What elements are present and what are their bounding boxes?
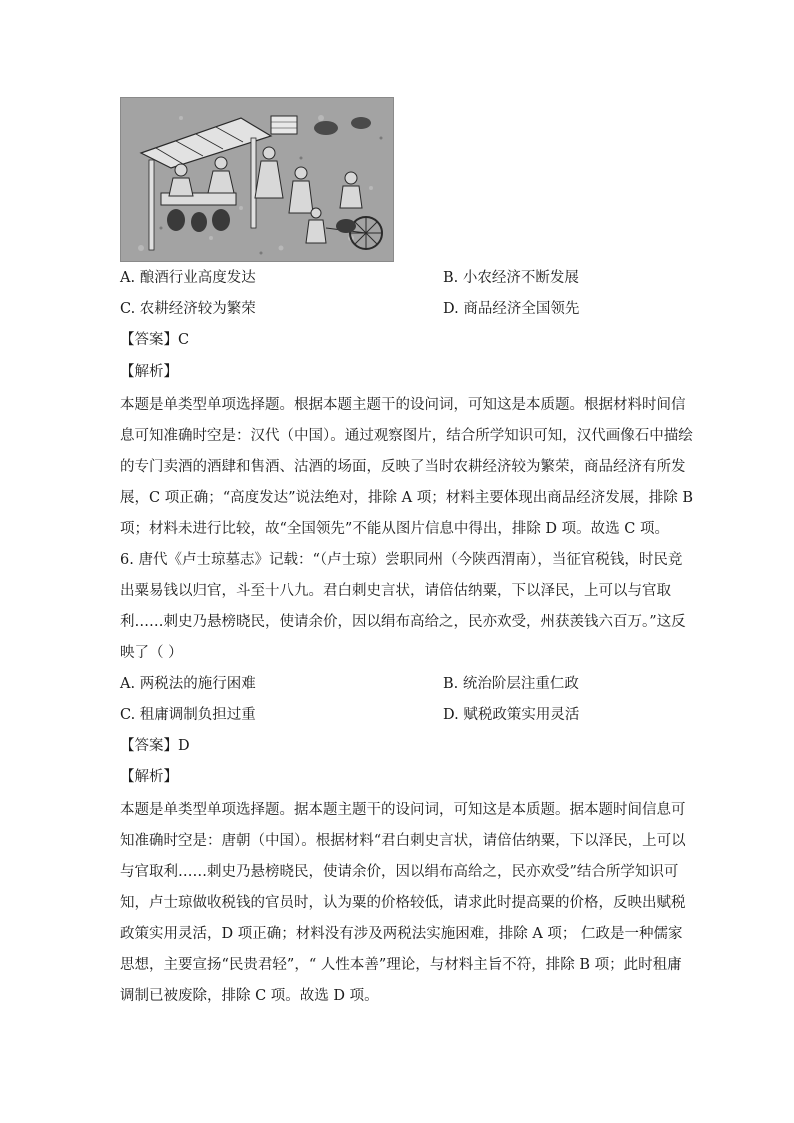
q6-analysis-line: 知准确时空是：唐朝（中国）。根据材料“君白刺史言状，请倍估纳粟，下以泽民，上可以 [120,833,686,849]
q5-analysis-line: 展，C 项正确；“高度发达”说法绝对，排除 A 项；材料主要体现出商品经济发展，排除 B [120,490,693,506]
q6-analysis-line: 本题是单类型单项选择题。据本题主题干的设问词，可知这是本质题。据本题时间信息可 [120,802,686,818]
q6-stem-line: 利……刺史乃悬榜晓民，使请余价，因以绢布高给之，民亦欢受，州获羡钱六百万。”这反 [120,614,686,630]
q5-option-b: B. 小农经济不断发展 [443,270,579,286]
q6-analysis-line: 与官取利……刺史乃悬榜晓民，使请余价，因以绢布高给之，民亦欢受”结合所学知识可 [120,864,679,880]
q5-option-d: D. 商品经济全国领先 [443,301,580,317]
q6-option-b: B. 统治阶层注重仁政 [443,676,579,692]
q6-answer: 【答案】D [120,738,190,754]
q6-analysis-heading: 【解析】 [120,769,178,785]
q6-option-c: C. 租庸调制负担过重 [120,707,256,723]
q5-analysis-line: 息可知准确时空是：汉代（中国）。通过观察图片，结合所学知识可知，汉代画像石中描绘 [120,428,693,444]
q6-option-a: A. 两税法的施行困难 [120,676,256,692]
q6-analysis-line: 调制已被废除，排除 C 项。故选 D 项。 [120,988,379,1004]
q5-analysis-line: 项；材料未进行比较，故“全国领先”不能从图片信息中得出，排除 D 项。故选 C 项。 [120,521,669,537]
q6-analysis-line: 政策实用灵活，D 项正确；材料没有涉及两税法实施困难，排除 A 项； 仁政是一种儒家 [120,926,683,942]
han-relief-rubbing-image [120,97,394,262]
q5-answer: 【答案】C [120,332,190,348]
q6-analysis-line: 思想，主要宣扬“民贵君轻”，“ 人性本善”理论，与材料主旨不符，排除 B 项；此时租庸 [120,957,682,973]
q6-stem-line: 映了（ ） [120,645,183,661]
q6-stem-line: 6. 唐代《卢士琼墓志》记载：“（卢士琼）尝职同州（今陕西渭南），当征官税钱，时民竞 [120,552,683,568]
q5-analysis-heading: 【解析】 [120,364,178,380]
q6-stem-line: 出粟易钱以归官，斗至十八九。君白刺史言状，请倍估纳粟，下以泽民，上可以与官取 [120,583,671,599]
q5-analysis-line: 的专门卖酒的酒肆和售酒、沽酒的场面，反映了当时农耕经济较为繁荣，商品经济有所发 [120,459,686,475]
q5-option-c: C. 农耕经济较为繁荣 [120,301,256,317]
q5-analysis-line: 本题是单类型单项选择题。根据本题主题干的设问词，可知这是本质题。根据材料时间信 [120,397,686,413]
q6-option-d: D. 赋税政策实用灵活 [443,707,580,723]
q6-analysis-line: 知，卢士琼做收税钱的官员时，认为粟的价格较低，请求此时提高粟的价格，反映出赋税 [120,895,686,911]
q5-option-a: A. 酿酒行业高度发达 [120,270,256,286]
